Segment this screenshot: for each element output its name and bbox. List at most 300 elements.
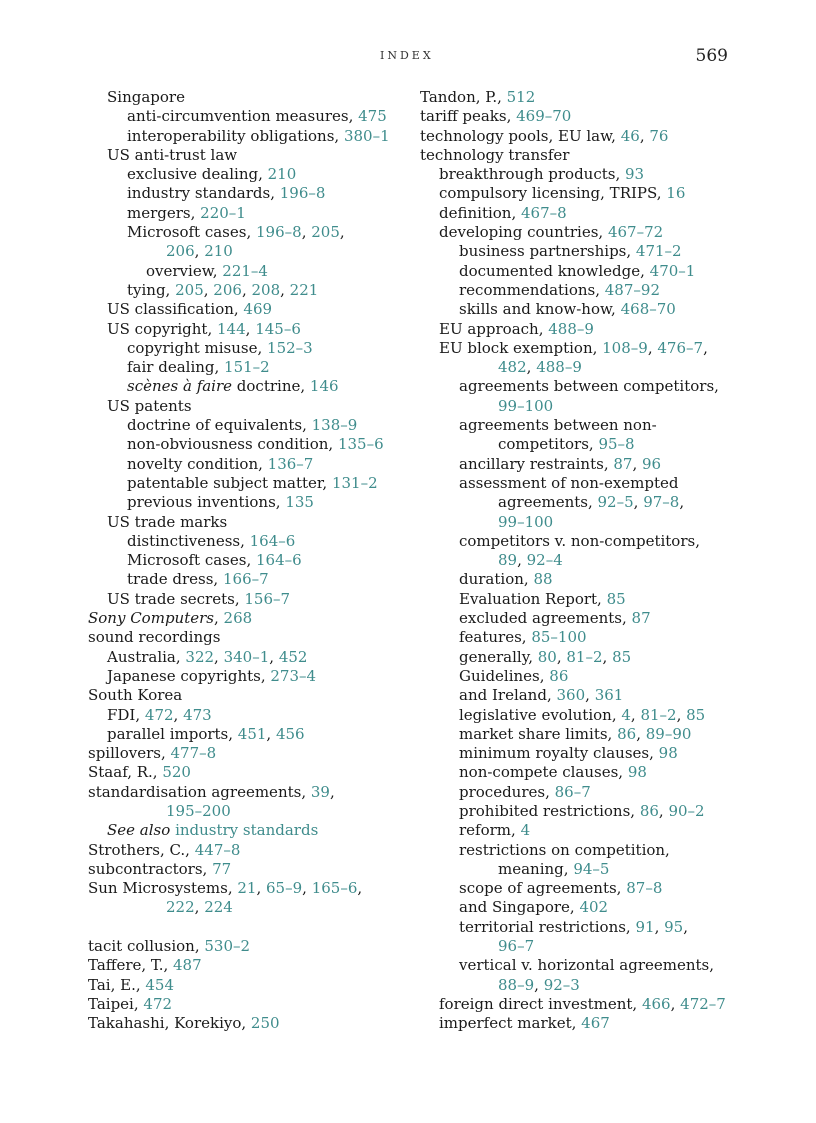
- entry-text: EU block exemption,: [439, 338, 603, 357]
- entry-text: ,: [214, 647, 224, 666]
- entry-text: US anti-trust law: [107, 145, 238, 164]
- index-entry: [420, 898, 740, 917]
- index-entry: [88, 570, 408, 589]
- entry-text: market share limits,: [459, 724, 618, 743]
- page-reference-link[interactable]: 99–100: [498, 512, 554, 531]
- page-reference-link[interactable]: 475: [358, 107, 387, 126]
- entry-text: foreign direct investment,: [439, 994, 642, 1013]
- page-reference-link[interactable]: 135: [285, 493, 314, 512]
- page-reference-link[interactable]: 96–7: [498, 937, 535, 956]
- page-reference-link[interactable]: 205: [311, 223, 340, 242]
- page-reference-link[interactable]: 476–7: [657, 338, 704, 357]
- index-entry: [88, 783, 408, 802]
- entry-text: ancillary restraints,: [459, 454, 614, 473]
- page-reference-link[interactable]: 452: [278, 647, 308, 666]
- page-reference-link[interactable]: 98: [627, 763, 647, 782]
- entry-text: South Korea: [88, 686, 183, 705]
- page-reference-link[interactable]: 81–2: [566, 647, 603, 666]
- entry-text: agreements between competitors,: [459, 377, 719, 396]
- index-entry: [420, 879, 740, 898]
- page-reference-link[interactable]: 322: [185, 647, 215, 666]
- index-entry: [88, 686, 408, 705]
- index-entry: [88, 455, 408, 474]
- index-entry: [88, 397, 408, 416]
- index-entry: [88, 551, 408, 570]
- page-reference-link[interactable]: 164–6: [249, 531, 296, 550]
- entry-text: patentable subject matter,: [127, 473, 332, 492]
- entry-text: scope of agreements,: [459, 879, 627, 898]
- entry-text: ,: [329, 782, 335, 801]
- page-reference-link[interactable]: 530–2: [204, 937, 251, 956]
- page-reference-link[interactable]: 467: [581, 1014, 610, 1033]
- entry-text: ,: [203, 280, 214, 299]
- index-entry: [88, 879, 408, 898]
- index-entry: [88, 242, 408, 261]
- entry-text: doctrine,: [232, 377, 310, 396]
- entry-text: recommendations,: [459, 280, 605, 299]
- page-reference-link[interactable]: 380–1: [343, 126, 390, 145]
- entry-text: legislative evolution,: [459, 705, 622, 724]
- index-entry: [88, 320, 408, 339]
- index-entry: [420, 802, 740, 821]
- entry-text: ,: [339, 223, 345, 242]
- index-entry: [88, 184, 408, 203]
- entry-text: ,: [302, 879, 312, 898]
- page-reference-link[interactable]: 4: [621, 705, 631, 724]
- index-entry: [420, 686, 740, 705]
- index-entry: [420, 570, 740, 589]
- entry-text: EU approach,: [439, 319, 549, 338]
- page-reference-link[interactable]: 136–7: [267, 454, 314, 473]
- index-entry: [88, 802, 408, 821]
- entry-text: agreements between non-: [459, 416, 657, 435]
- entry-text: ,: [602, 647, 613, 666]
- entry-text: tacit collusion,: [88, 937, 205, 956]
- page-reference-link[interactable]: 86: [549, 666, 569, 685]
- page-reference-link[interactable]: 99–100: [498, 396, 554, 415]
- page-reference-link[interactable]: 273–4: [270, 666, 317, 685]
- index-entry: [88, 995, 408, 1014]
- page-reference-link[interactable]: 477–8: [170, 744, 217, 763]
- index-entry: [88, 88, 408, 107]
- index-entry: [88, 127, 408, 146]
- index-entry: [420, 474, 740, 493]
- index-entry: [420, 513, 740, 532]
- entry-spacer: [88, 918, 408, 937]
- entry-text: ,: [213, 609, 224, 628]
- page-reference-link[interactable]: 520: [162, 763, 191, 782]
- page-reference-link[interactable]: 165–6: [311, 879, 358, 898]
- running-head: INDEX: [380, 49, 434, 62]
- index-entry: [88, 146, 408, 165]
- entry-text: ,: [241, 280, 252, 299]
- page-reference-link[interactable]: 93: [625, 165, 645, 184]
- entry-text: non-compete clauses,: [459, 763, 628, 782]
- entry-text: generally,: [459, 647, 538, 666]
- entry-text: distinctiveness,: [127, 531, 250, 550]
- index-entry: [88, 281, 408, 300]
- index-entry: [88, 956, 408, 975]
- entry-text: tying,: [127, 280, 176, 299]
- index-entry: [88, 339, 408, 358]
- index-column-right: [420, 88, 740, 1034]
- index-entry: [420, 667, 740, 686]
- entry-text: and Singapore,: [459, 898, 580, 917]
- page-reference-link[interactable]: industry standards: [175, 821, 319, 840]
- index-entry: [88, 532, 408, 551]
- entry-text: territorial restrictions,: [459, 917, 636, 936]
- page-reference-link[interactable]: 469–70: [516, 107, 572, 126]
- page-reference-link[interactable]: 145–6: [255, 319, 301, 338]
- entry-text: anti-circumvention measures,: [127, 107, 359, 126]
- index-entry: [88, 165, 408, 184]
- index-entry: [420, 937, 740, 956]
- entry-text: novelty condition,: [127, 454, 268, 473]
- index-entry: [420, 184, 740, 203]
- index-entry: [420, 609, 740, 628]
- index-entry: [88, 706, 408, 725]
- entry-text: ,: [658, 801, 669, 820]
- page-reference-link[interactable]: 472: [143, 994, 173, 1013]
- entry-text: non-obviousness condition,: [127, 435, 338, 454]
- index-entry: [420, 532, 740, 551]
- page-reference-link[interactable]: 454: [145, 975, 175, 994]
- entry-text: ,: [670, 994, 681, 1013]
- page-reference-link[interactable]: 447–8: [194, 840, 241, 859]
- entry-text: previous inventions,: [127, 493, 286, 512]
- page-reference-link[interactable]: 224: [204, 898, 233, 917]
- page-reference-link[interactable]: 210: [204, 242, 233, 261]
- index-entry: [420, 242, 740, 261]
- page-reference-link[interactable]: 467–72: [607, 223, 664, 242]
- page-reference-link[interactable]: 208: [251, 280, 281, 299]
- entry-text: US copyright,: [107, 319, 217, 338]
- index-column-left: [88, 88, 408, 1034]
- page-reference-link[interactable]: 220–1: [200, 203, 246, 222]
- entry-text: developing countries,: [439, 223, 608, 242]
- page-reference-link[interactable]: 77: [212, 859, 232, 878]
- page-reference-link[interactable]: 88–9: [498, 975, 535, 994]
- page-reference-link[interactable]: 146: [309, 377, 339, 396]
- page-reference-link[interactable]: 222: [166, 898, 195, 917]
- index-entry: [420, 146, 740, 165]
- entry-text: sound recordings: [88, 628, 221, 647]
- index-entry: [420, 455, 740, 474]
- entry-text: breakthrough products,: [439, 165, 625, 184]
- index-entry: [88, 898, 408, 917]
- entry-text: meaning,: [498, 859, 574, 878]
- page-reference-link[interactable]: 469: [243, 300, 273, 319]
- index-entry: [88, 377, 408, 396]
- index-entry: [420, 107, 740, 126]
- entry-text: skills and know-how,: [459, 300, 621, 319]
- page-reference-link[interactable]: 151–2: [224, 358, 270, 377]
- entry-text: ,: [173, 705, 184, 724]
- entry-text: tariff peaks,: [420, 107, 517, 126]
- page-reference-link[interactable]: 80: [537, 647, 557, 666]
- index-entry: [420, 223, 740, 242]
- index-entry: [420, 725, 740, 744]
- entry-text: ,: [630, 705, 641, 724]
- index-entry: [88, 513, 408, 532]
- page-reference-link[interactable]: 94–5: [573, 859, 610, 878]
- entry-text: minimum royalty clauses,: [459, 744, 659, 763]
- page-reference-link[interactable]: 250: [250, 1014, 280, 1033]
- entry-text: overview,: [146, 261, 223, 280]
- page-reference-link[interactable]: 488–9: [548, 319, 594, 338]
- page-reference-link[interactable]: 138–9: [311, 416, 358, 435]
- page-reference-link[interactable]: 87: [631, 609, 651, 628]
- entry-text: ,: [647, 338, 658, 357]
- page-reference-link[interactable]: 451: [237, 724, 267, 743]
- index-entry: [88, 744, 408, 763]
- page-reference-link[interactable]: 466: [641, 994, 671, 1013]
- page-reference-link[interactable]: 92–3: [543, 975, 580, 994]
- index-entry: [88, 860, 408, 879]
- page-reference-link[interactable]: 473: [183, 705, 212, 724]
- index-entry: [420, 995, 740, 1014]
- page-reference-link[interactable]: 268: [223, 609, 253, 628]
- entry-text: ,: [526, 358, 537, 377]
- index-entry: [420, 956, 740, 975]
- entry-text: restrictions on competition,: [459, 840, 670, 859]
- page-reference-link[interactable]: 86: [639, 801, 659, 820]
- page-reference-link[interactable]: 402: [579, 898, 609, 917]
- entry-text: Taffere, T.,: [88, 956, 174, 975]
- entry-text: interoperability obligations,: [127, 126, 344, 145]
- page-reference-link[interactable]: 456: [275, 724, 305, 743]
- page-reference-link[interactable]: 206: [213, 280, 242, 299]
- entry-text: business partnerships,: [459, 242, 636, 261]
- entry-text: documented knowledge,: [459, 261, 650, 280]
- entry-text: technology pools, EU law,: [420, 126, 621, 145]
- entry-text: ,: [679, 493, 685, 512]
- page-reference-link[interactable]: 97–8: [643, 493, 680, 512]
- index-entry: [88, 976, 408, 995]
- page-reference-link[interactable]: 196–8: [279, 184, 326, 203]
- entry-text: ,: [703, 338, 708, 357]
- index-entry: [420, 88, 740, 107]
- entry-text: procedures,: [459, 782, 555, 801]
- page-reference-link[interactable]: 96: [642, 454, 662, 473]
- page-reference-link[interactable]: 87–8: [626, 879, 663, 898]
- page-reference-link[interactable]: 21: [237, 879, 257, 898]
- entry-text: ,: [256, 879, 266, 898]
- entry-text: ,: [194, 898, 205, 917]
- page-reference-link[interactable]: 487: [173, 956, 202, 975]
- index-entry: [88, 474, 408, 493]
- page-reference-link[interactable]: 16: [666, 184, 686, 203]
- page-reference-link[interactable]: 86–7: [554, 782, 591, 801]
- index-entry: [88, 648, 408, 667]
- entry-text: scènes à faire: [127, 377, 233, 396]
- entry-text: competitors v. non-competitors,: [459, 531, 700, 550]
- entry-text: Evaluation Report,: [459, 589, 607, 608]
- entry-text: ,: [280, 280, 290, 299]
- entry-text: ,: [194, 242, 205, 261]
- page-reference-link[interactable]: 87: [613, 454, 633, 473]
- entry-text: ,: [245, 319, 256, 338]
- page-reference-link[interactable]: 81–2: [640, 705, 677, 724]
- entry-text: See also: [107, 821, 171, 840]
- page-reference-link[interactable]: 467–8: [521, 203, 567, 222]
- entry-text: US trade secrets,: [107, 589, 245, 608]
- page-reference-link[interactable]: 39: [310, 782, 330, 801]
- page-reference-link[interactable]: 164–6: [256, 551, 302, 570]
- page-reference-link[interactable]: 472–7: [680, 994, 726, 1013]
- index-entry: [420, 416, 740, 435]
- page-reference-link[interactable]: 221–4: [222, 261, 268, 280]
- index-entry: [88, 821, 408, 840]
- index-entry: [88, 300, 408, 319]
- index-entry: [88, 628, 408, 647]
- entry-text: industry standards,: [127, 184, 280, 203]
- page-reference-link[interactable]: 361: [594, 686, 624, 705]
- index-entry: [420, 744, 740, 763]
- page-reference-link[interactable]: 89: [498, 551, 518, 570]
- page-reference-link[interactable]: 76: [649, 126, 669, 145]
- entry-text: ,: [683, 917, 688, 936]
- index-entry: [420, 551, 740, 570]
- page-reference-link[interactable]: 221: [289, 280, 319, 299]
- entry-text: assessment of non-exempted: [459, 473, 679, 492]
- index-entry: [88, 725, 408, 744]
- entry-text: Australia,: [107, 647, 186, 666]
- page-reference-link[interactable]: 360: [556, 686, 586, 705]
- page-reference-link[interactable]: 196–8: [256, 223, 302, 242]
- page-reference-link[interactable]: 487–92: [604, 280, 660, 299]
- index-entry: [420, 493, 740, 512]
- entry-text: standardisation agreements,: [88, 782, 311, 801]
- entry-text: Staaf, R.,: [88, 763, 163, 782]
- entry-text: features,: [459, 628, 532, 647]
- page-reference-link[interactable]: 95: [664, 917, 684, 936]
- index-entry: [420, 127, 740, 146]
- index-entry: [420, 339, 740, 358]
- entry-text: mergers,: [127, 203, 201, 222]
- page-reference-link[interactable]: 135–6: [337, 435, 384, 454]
- entry-text: US patents: [107, 396, 192, 415]
- index-entry: [88, 609, 408, 628]
- page-reference-link[interactable]: 95–8: [598, 435, 635, 454]
- page-reference-link[interactable]: 472: [144, 705, 174, 724]
- entry-text: parallel imports,: [107, 724, 238, 743]
- entry-text: compulsory licensing, TRIPS,: [439, 184, 667, 203]
- page-reference-link[interactable]: 92–4: [526, 551, 563, 570]
- entry-text: technology transfer: [420, 145, 570, 164]
- entry-text: ,: [556, 647, 567, 666]
- entry-text: FDI,: [107, 705, 145, 724]
- entry-text: ,: [585, 686, 595, 705]
- entry-text: vertical v. horizontal agreements,: [459, 956, 714, 975]
- entry-text: agreements,: [498, 493, 598, 512]
- index-entry: [420, 165, 740, 184]
- page-reference-link[interactable]: 86: [617, 724, 637, 743]
- entry-text: prohibited restrictions,: [459, 801, 640, 820]
- page-reference-link[interactable]: 88: [533, 570, 553, 589]
- index-entry: [420, 821, 740, 840]
- entry-text: Sony Computers: [88, 609, 214, 628]
- entry-text: Microsoft cases,: [127, 551, 256, 570]
- index-entry: [420, 377, 740, 396]
- entry-text: ,: [636, 724, 646, 743]
- entry-text: Japanese copyrights,: [107, 666, 271, 685]
- page-reference-link[interactable]: 470–1: [649, 261, 696, 280]
- entry-text: ,: [639, 126, 650, 145]
- entry-text: ,: [676, 705, 687, 724]
- page-reference-link[interactable]: 85: [612, 647, 632, 666]
- page-reference-link[interactable]: 91: [635, 917, 655, 936]
- index-entry: [88, 223, 408, 242]
- page-reference-link[interactable]: 89–90: [645, 724, 692, 743]
- page-reference-link[interactable]: 340–1: [223, 647, 270, 666]
- entry-text: Tai, E.,: [88, 975, 146, 994]
- index-entry: [88, 435, 408, 454]
- page-reference-link[interactable]: 65–9: [266, 879, 303, 898]
- index-entry: [88, 416, 408, 435]
- index-entry: [420, 763, 740, 782]
- entry-text: fair dealing,: [127, 358, 225, 377]
- page-reference-link[interactable]: 488–9: [536, 358, 582, 377]
- entry-text: Sun Microsystems,: [88, 879, 238, 898]
- entry-text: Taipei,: [88, 994, 144, 1013]
- page-reference-link[interactable]: 85: [686, 705, 706, 724]
- page-reference-link[interactable]: 85–100: [531, 628, 587, 647]
- page-reference-link[interactable]: 195–200: [166, 801, 231, 820]
- entry-text: Singapore: [107, 88, 185, 106]
- index-entry: [420, 706, 740, 725]
- page-reference-link[interactable]: 471–2: [635, 242, 682, 261]
- index-entry: [420, 1014, 740, 1033]
- page-reference-link[interactable]: 144: [217, 319, 246, 338]
- entry-text: competitors,: [498, 435, 599, 454]
- page-reference-link[interactable]: 108–9: [602, 338, 648, 357]
- page-reference-link[interactable]: 90–2: [668, 801, 705, 820]
- page-reference-link[interactable]: 152–3: [267, 338, 313, 357]
- page-reference-link[interactable]: 98: [658, 744, 678, 763]
- page-reference-link[interactable]: 46: [620, 126, 640, 145]
- index-entry: [88, 107, 408, 126]
- page-reference-link[interactable]: 206: [166, 242, 195, 261]
- page-reference-link[interactable]: 166–7: [222, 570, 269, 589]
- index-entry: [88, 590, 408, 609]
- page-reference-link[interactable]: 210: [267, 165, 297, 184]
- entry-text: US classification,: [107, 300, 244, 319]
- page-reference-link[interactable]: 4: [520, 821, 531, 840]
- index-entry: [420, 397, 740, 416]
- index-entry: [420, 204, 740, 223]
- entry-text: copyright misuse,: [127, 338, 268, 357]
- page-number: 569: [695, 46, 728, 66]
- index-entry: [420, 860, 740, 879]
- entry-text: Microsoft cases,: [127, 223, 256, 242]
- page-reference-link[interactable]: 205: [175, 280, 204, 299]
- page-reference-link[interactable]: 468–70: [620, 300, 676, 319]
- page-reference-link[interactable]: 512: [506, 88, 536, 106]
- page-reference-link[interactable]: 156–7: [244, 589, 291, 608]
- entry-text: duration,: [459, 570, 534, 589]
- entry-text: exclusive dealing,: [127, 165, 268, 184]
- page-reference-link[interactable]: 85: [606, 589, 626, 608]
- entry-text: ,: [534, 975, 544, 994]
- entry-text: imperfect market,: [439, 1014, 582, 1033]
- entry-text: US trade marks: [107, 512, 228, 531]
- page-reference-link[interactable]: 92–5: [597, 493, 634, 512]
- entry-text: Takahashi, Korekiyo,: [88, 1014, 251, 1033]
- page-reference-link[interactable]: 131–2: [331, 473, 378, 492]
- page-reference-link[interactable]: 482: [498, 358, 527, 377]
- index-entry: [420, 300, 740, 319]
